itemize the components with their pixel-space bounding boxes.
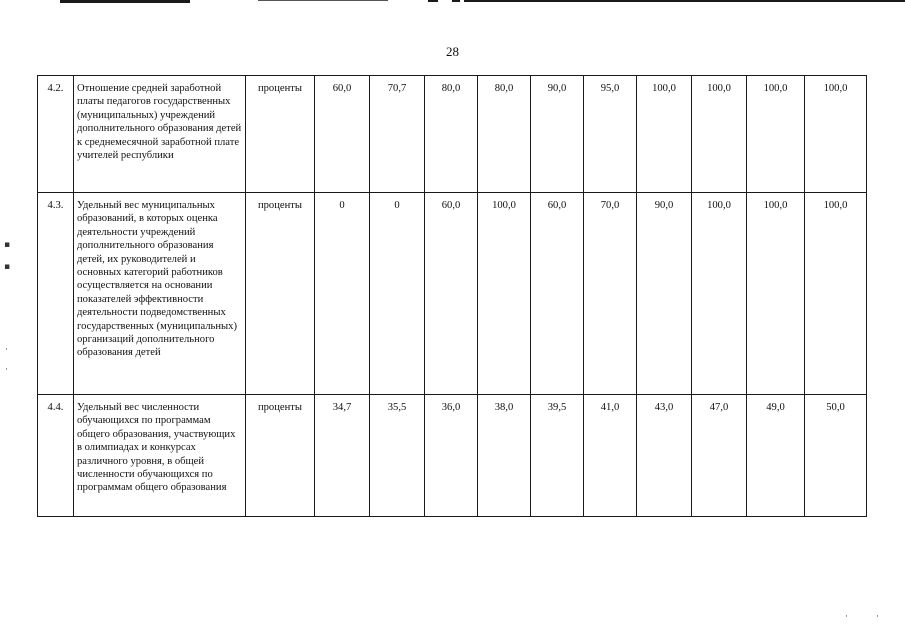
value-cell: 70,0	[584, 193, 637, 395]
value-cell: 100,0	[747, 76, 805, 193]
unit-cell: проценты	[246, 395, 315, 517]
top-rule-left	[60, 0, 190, 3]
row-number: 4.2.	[38, 76, 74, 193]
value-cell: 0	[370, 193, 425, 395]
value-cell: 49,0	[747, 395, 805, 517]
value-cell: 35,5	[370, 395, 425, 517]
value-cell: 100,0	[637, 76, 692, 193]
value-cell: 43,0	[637, 395, 692, 517]
value-cell: 100,0	[805, 76, 867, 193]
top-rule-dash-2	[452, 0, 460, 2]
value-cell: 50,0	[805, 395, 867, 517]
unit-cell: проценты	[246, 76, 315, 193]
top-rule-right	[464, 0, 905, 2]
value-cell: 100,0	[747, 193, 805, 395]
value-cell: 90,0	[531, 76, 584, 193]
value-cell: 34,7	[315, 395, 370, 517]
value-cell: 70,7	[370, 76, 425, 193]
top-rule-middle	[258, 0, 388, 1]
value-cell: 39,5	[531, 395, 584, 517]
value-cell: 100,0	[692, 76, 747, 193]
value-cell: 90,0	[637, 193, 692, 395]
value-cell: 100,0	[805, 193, 867, 395]
margin-artifact: ·	[845, 612, 848, 622]
value-cell: 38,0	[478, 395, 531, 517]
table-row	[38, 395, 867, 517]
value-cell: 60,0	[315, 76, 370, 193]
margin-artifact: ·	[5, 345, 8, 355]
page-number: 28	[446, 44, 459, 59]
margin-artifact: ·	[5, 365, 8, 375]
value-cell: 80,0	[478, 76, 531, 193]
value-cell: 100,0	[478, 193, 531, 395]
value-cell: 60,0	[531, 193, 584, 395]
row-number: 4.4.	[38, 395, 74, 517]
row-number: 4.3.	[38, 193, 74, 395]
unit-cell: проценты	[246, 193, 315, 395]
margin-artifact: ▪	[4, 240, 11, 250]
value-cell: 0	[315, 193, 370, 395]
indicators-table	[37, 75, 867, 517]
indicator-description: Удельный вес муниципальных образований, в которых оценка деятельности учреждений дополнительного образования детей, их руководителей и основных категорий работников осуществляется на основании показателей эффективности деятельности подведомственных государственных (муниципальных) организаций дополнительного образования детей	[74, 193, 246, 395]
indicator-description: Удельный вес численности обучающихся по программам общего образования, участвующих в олимпиадах и конкурсах различного уровня, в общей численности обучающихся по программам общего образования	[74, 395, 246, 517]
value-cell: 95,0	[584, 76, 637, 193]
margin-artifact: ·	[876, 612, 879, 622]
value-cell: 100,0	[692, 193, 747, 395]
value-cell: 80,0	[425, 76, 478, 193]
table-row	[38, 76, 867, 193]
value-cell: 47,0	[692, 395, 747, 517]
value-cell: 41,0	[584, 395, 637, 517]
value-cell: 36,0	[425, 395, 478, 517]
top-rule-dash	[428, 0, 438, 2]
value-cell: 60,0	[425, 193, 478, 395]
indicator-description: Отношение средней заработной платы педагогов государственных (муниципальных) учреждений дополнительного образования детей к среднемесячной заработной плате учителей республики	[74, 76, 246, 193]
table-row	[38, 193, 867, 395]
margin-artifact: ▪	[4, 262, 11, 272]
